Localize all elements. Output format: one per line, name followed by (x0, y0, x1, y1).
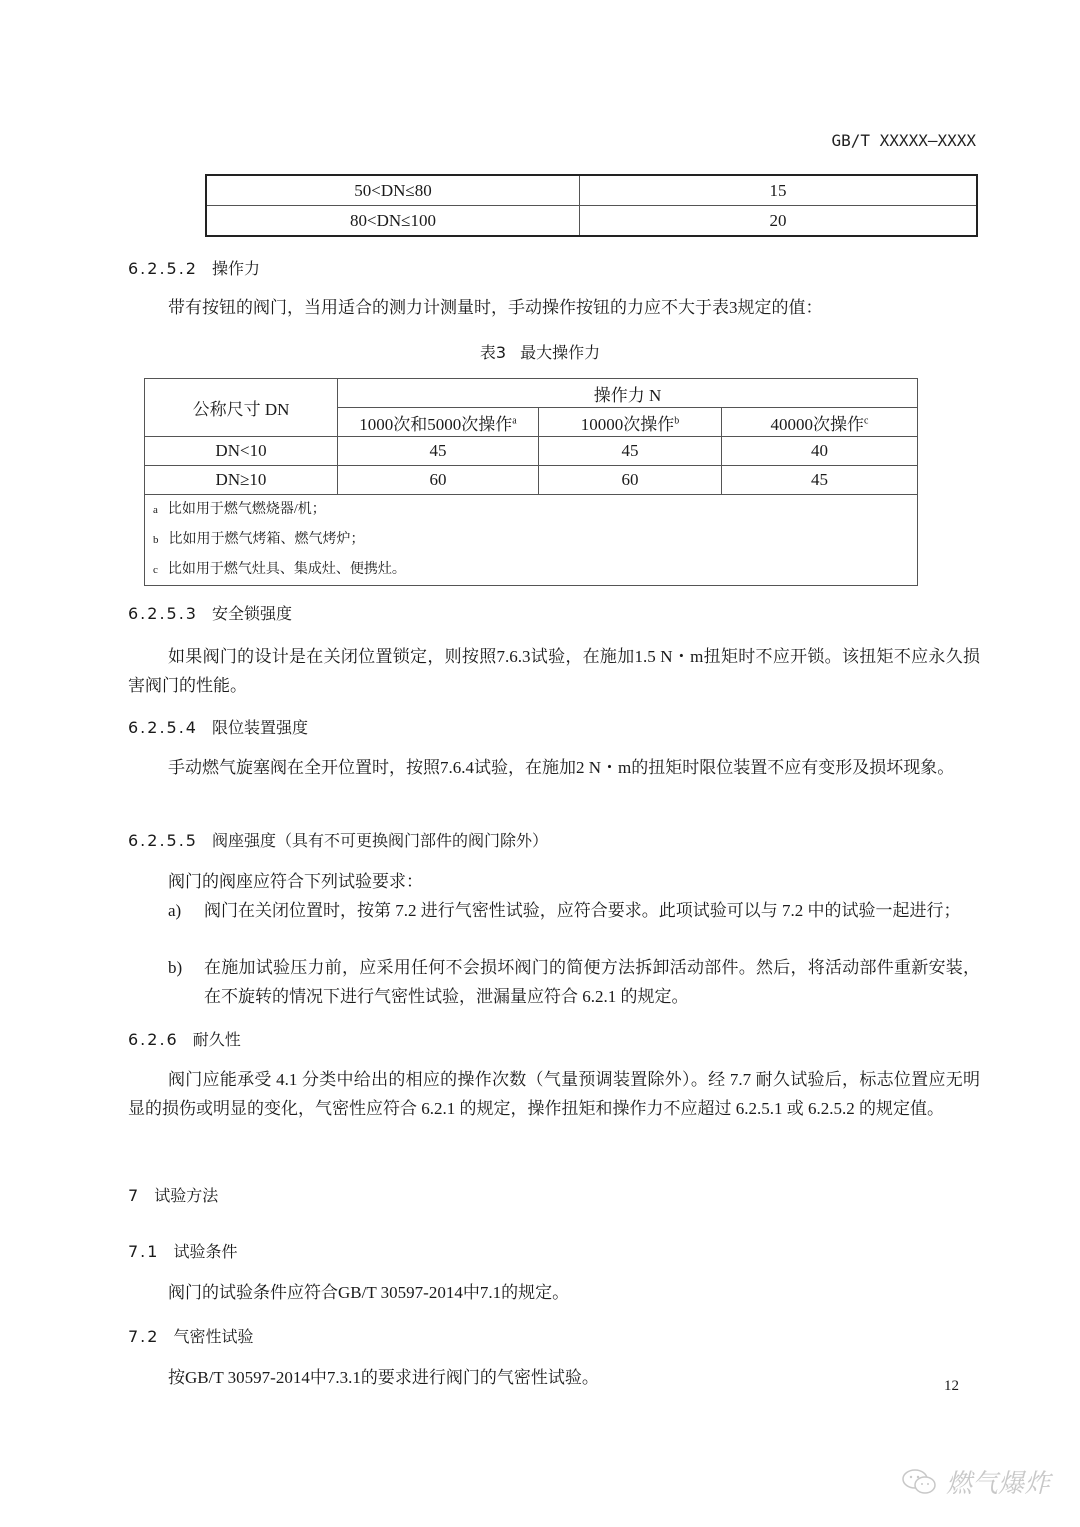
table-cell: 60 (338, 466, 539, 495)
table-cell: 80<DN≤100 (206, 206, 580, 237)
paragraph: 按GB/T 30597-2014中7.3.1的要求进行阀门的气密性试验。 (168, 1368, 599, 1387)
section-heading-6-2-5-5 (128, 828, 548, 851)
paragraph: 阀门应能承受 4.1 分类中给出的相应的操作次数（气量预调装置除外）。经 7.7 耐久试验后，标志位置应无明显的损伤或明显的变化，气密性应符合 6.2.1 的规定，操作扭矩和操作力不应超过 6.2.5.1 或 6.2.5.2 的规定值。 (128, 1070, 980, 1118)
list-item (168, 897, 980, 926)
paragraph: 阀门的试验条件应符合GB/T 30597-2014中7.1的规定。 (168, 1283, 570, 1302)
table-cell: 45 (539, 437, 722, 466)
column-header-1000-5000: 1000次和5000次操作$^a$ (338, 408, 539, 437)
table-row (206, 206, 977, 237)
table-header-row (145, 379, 918, 408)
section-heading-6-2-6 (128, 1027, 241, 1050)
paragraph: 如果阀门的设计是在关闭位置锁定，则按照7.6.3试验，在施加1.5 N・m扭矩时不应开锁。该扭矩不应永久损害阀门的性能。 (128, 647, 980, 695)
list-marker: a) (168, 901, 182, 920)
list-item (168, 954, 980, 1011)
table-row (145, 466, 918, 495)
table-cell: DN<10 (145, 437, 338, 466)
column-header-10000: 10000次操作$^b$ (539, 408, 722, 437)
table-note: a 比如用于燃气燃烧器/机； (153, 502, 326, 517)
section-title: 操作力 (211, 259, 260, 278)
section-number: 6.2.5.3 (128, 604, 198, 623)
previous-table-continuation (205, 174, 978, 237)
table-cell: 45 (722, 466, 918, 495)
section-number: 6.2.5.2 (128, 259, 198, 278)
list-marker: b) (168, 958, 183, 977)
table-cell: 50<DN≤80 (206, 175, 580, 206)
table-cell: 45 (338, 437, 539, 466)
section-number: 6.2.6 (128, 1030, 179, 1049)
section-title: 试验方法 (154, 1186, 219, 1205)
document-id-header: GB/T XXXXX—XXXX (831, 131, 976, 150)
table-note: c 比如用于燃气灶具、集成灶、便携灶。 (153, 562, 406, 577)
section-heading-7-2 (128, 1324, 253, 1347)
list-item-text: 阀门在关闭位置时，按第 7.2 进行气密性试验，应符合要求。此项试验可以与 7.2 中的试验一起进行； (204, 901, 961, 920)
section-number: 6.2.5.4 (128, 718, 198, 737)
table-note: b 比如用于燃气烤箱、燃气烤炉； (153, 532, 365, 547)
table-cell: 40 (722, 437, 918, 466)
section-title: 限位装置强度 (211, 718, 308, 737)
wechat-icon (900, 1467, 940, 1497)
section-heading-6-2-5-4 (128, 715, 308, 738)
section-title: 阀座强度（具有不可更换阀门部件的阀门除外） (211, 831, 548, 850)
table-notes (145, 495, 918, 586)
watermark (900, 1463, 1050, 1500)
table-cell: 20 (580, 206, 978, 237)
paragraph: 带有按钮的阀门，当用适合的测力计测量时，手动操作按钮的力应不大于表3规定的值： (168, 298, 823, 317)
paragraph: 阀门的阀座应符合下列试验要求： (168, 872, 423, 891)
list-item-text: 在施加试验压力前，应采用任何不会损坏阀门的简便方法拆卸活动部件。然后，将活动部件重新安装，在不旋转的情况下进行气密性试验，泄漏量应符合 6.2.1 的规定。 (204, 958, 980, 1006)
page-number: 12 (944, 1378, 959, 1394)
column-header-force: 操作力 N (338, 379, 918, 408)
column-header-dn: 公称尺寸 DN (145, 379, 338, 437)
watermark-text: 燃气爆炸 (946, 1469, 1051, 1499)
table-row (206, 175, 977, 206)
section-title: 安全锁强度 (211, 604, 292, 623)
section-heading-7-1 (128, 1239, 237, 1262)
table-cell: 60 (539, 466, 722, 495)
table-cell: DN≥10 (145, 466, 338, 495)
table-notes-row (145, 495, 918, 586)
table-row (145, 437, 918, 466)
table-cell: 15 (580, 175, 978, 206)
section-heading-7 (128, 1183, 218, 1206)
section-title: 耐久性 (192, 1030, 241, 1049)
section-title: 试验条件 (173, 1242, 238, 1261)
section-heading-6-2-5-3 (128, 601, 292, 624)
column-header-40000: 40000次操作$^c$ (722, 408, 918, 437)
paragraph: 手动燃气旋塞阀在全开位置时，按照7.6.4试验，在施加2 N・m的扭矩时限位装置不应有变形及损坏现象。 (168, 758, 955, 777)
section-number: 7 (128, 1186, 141, 1205)
section-number: 7.2 (128, 1327, 160, 1346)
table-caption (0, 340, 1080, 363)
section-number: 7.1 (128, 1242, 160, 1261)
table-title: 最大操作力 (520, 343, 601, 362)
table-label: 表3 (479, 343, 507, 362)
section-title: 气密性试验 (173, 1327, 254, 1346)
section-number: 6.2.5.5 (128, 831, 198, 850)
section-heading-6-2-5-2 (128, 256, 260, 279)
max-operating-force-table (144, 378, 918, 586)
